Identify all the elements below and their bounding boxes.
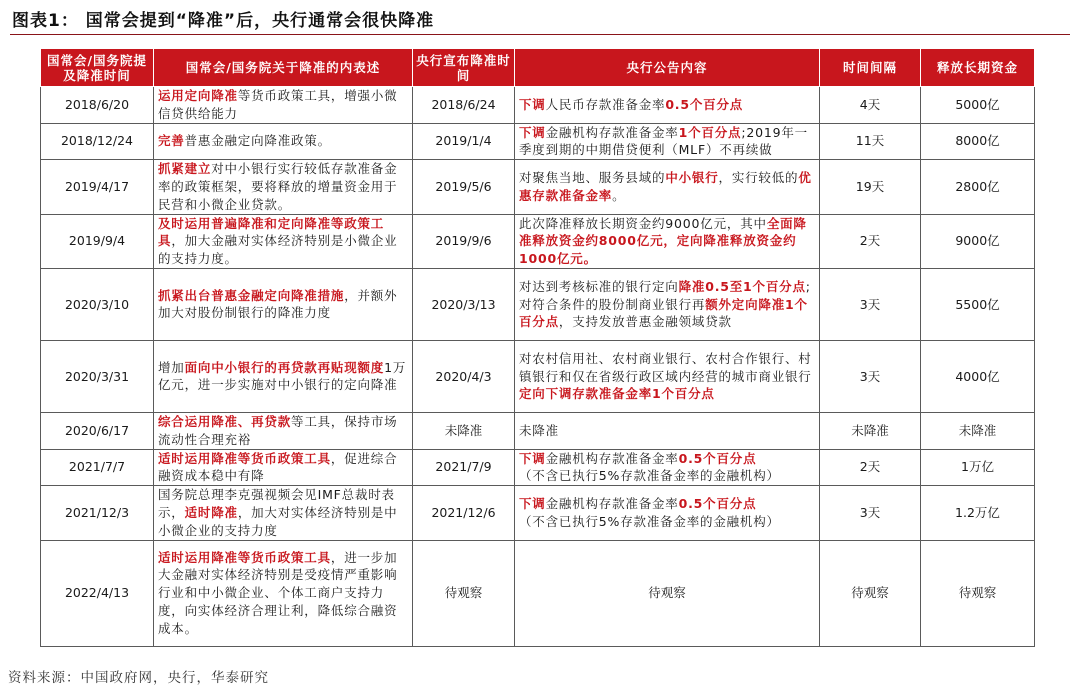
highlight-text: 适时运用降准等货币政策工具 bbox=[158, 450, 331, 466]
highlight-text: 0.5个百分点 bbox=[665, 96, 744, 112]
interval-cell: 3天 bbox=[820, 268, 921, 340]
statement-cell bbox=[154, 214, 413, 268]
highlight-text: 定向下调存款准备金率1个百分点 bbox=[519, 386, 715, 402]
body-text: 对农村信用社、农村商业银行、农村合作银行、村镇银行和仅在省级行政区域内经营的城市商业银行 bbox=[519, 350, 812, 384]
interval-cell: 待观察 bbox=[820, 540, 921, 646]
highlight-text: 适时运用降准等货币政策工具 bbox=[158, 549, 331, 565]
header-meeting-date: 国常会/国务院提及降准时间 bbox=[41, 49, 154, 87]
body-text: （不含已执行5%存款准备金率的金融机构） bbox=[519, 468, 780, 484]
body-text: 金融机构存款准备金率 bbox=[545, 450, 679, 466]
announcement-cell bbox=[515, 412, 820, 449]
meeting-date-cell: 2020/3/10 bbox=[41, 268, 154, 340]
body-text: 增加 bbox=[158, 359, 185, 375]
highlight-text: 优惠存款准备金率 bbox=[519, 170, 812, 203]
body-text: 金融机构存款准备金率 bbox=[545, 124, 679, 140]
body-text: 等工具，保持市场流动性合理充裕 bbox=[158, 413, 398, 447]
funds-cell: 2800亿 bbox=[921, 160, 1035, 214]
body-text: ，加大金融对实体经济特别是小微企业的支持力度。 bbox=[158, 233, 398, 267]
body-text: ，实行较低的 bbox=[718, 170, 799, 186]
pboc-date-cell: 2018/6/24 bbox=[413, 87, 515, 124]
body-text: 此次降准释放长期资金约9000亿元，其中 bbox=[519, 215, 767, 231]
announcement-cell bbox=[515, 449, 820, 486]
funds-cell: 4000亿 bbox=[921, 340, 1035, 412]
pboc-date-cell: 未降准 bbox=[413, 412, 515, 449]
highlight-text: 完善 bbox=[158, 133, 185, 149]
funds-cell: 5500亿 bbox=[921, 268, 1035, 340]
highlight-text: 运用定向降准 bbox=[158, 88, 238, 103]
table-body bbox=[41, 87, 1035, 647]
announcement-cell bbox=[515, 268, 820, 340]
interval-cell: 2天 bbox=[820, 449, 921, 486]
highlight-text: 1个百分点 bbox=[678, 124, 742, 140]
announcement-cell bbox=[515, 87, 820, 124]
table-header-row bbox=[41, 49, 1035, 87]
funds-cell: 1.2万亿 bbox=[921, 486, 1035, 540]
body-text: ;2019年一季度到期的中期借贷便利（MLF）不再续做 bbox=[519, 124, 808, 158]
body-text: 对聚焦当地、服务县域的 bbox=[519, 170, 666, 186]
body-text: 对达到考核标准的银行定向 bbox=[519, 278, 679, 294]
table-row bbox=[41, 87, 1035, 124]
table-row bbox=[41, 340, 1035, 412]
rrr-cut-table bbox=[40, 48, 1035, 647]
statement-cell bbox=[154, 449, 413, 486]
pboc-date-cell: 2021/12/6 bbox=[413, 486, 515, 540]
pboc-date-cell: 待观察 bbox=[413, 540, 515, 646]
body-text: 人民币存款准备金率 bbox=[545, 96, 666, 112]
statement-cell bbox=[154, 340, 413, 412]
body-text: 未降准 bbox=[519, 422, 559, 438]
highlight-text: 面向中小银行的再贷款再贴现额度 bbox=[184, 359, 385, 375]
body-text: ，加大对实体经济特别是中小微企业的支持力度 bbox=[158, 504, 398, 538]
pboc-date-cell: 2019/5/6 bbox=[413, 160, 515, 214]
body-text: ，促进综合融资成本稳中有降 bbox=[158, 450, 398, 484]
pboc-date-cell: 2021/7/9 bbox=[413, 449, 515, 486]
source-note: 资料来源：中国政府网，央行，华泰研究 bbox=[8, 670, 269, 686]
announcement-cell bbox=[515, 340, 820, 412]
body-text: 普惠金融定向降准政策。 bbox=[184, 133, 331, 149]
highlight-text: 额外定向降准1个百分点 bbox=[519, 296, 808, 330]
meeting-date-cell: 2019/4/17 bbox=[41, 160, 154, 214]
interval-cell: 未降准 bbox=[820, 412, 921, 449]
header-pboc-date: 央行宣布降准时间 bbox=[413, 49, 515, 87]
interval-cell: 11天 bbox=[820, 123, 921, 160]
body-text: ，支持发放普惠金融领域贷款 bbox=[558, 314, 732, 330]
meeting-date-cell: 2020/6/17 bbox=[41, 412, 154, 449]
body-text: 1万亿元，进一步实施对中小银行的定向降准 bbox=[158, 359, 407, 393]
highlight-text: 下调 bbox=[519, 124, 546, 140]
table-row bbox=[41, 449, 1035, 486]
highlight-text: 降准0.5至1个百分点 bbox=[678, 278, 806, 294]
highlight-text: 下调 bbox=[519, 450, 546, 466]
highlight-text: 下调 bbox=[519, 96, 546, 112]
body-text: 对中小银行实行较低存款准备金率的政策框架，要将释放的增量资金用于民营和小微企业贷款。 bbox=[158, 161, 398, 212]
meeting-date-cell: 2022/4/13 bbox=[41, 540, 154, 646]
highlight-text: 适时降准 bbox=[184, 504, 238, 520]
statement-cell bbox=[154, 540, 413, 646]
highlight-text: 抓紧建立 bbox=[158, 161, 212, 177]
funds-cell: 待观察 bbox=[921, 540, 1035, 646]
funds-cell: 1万亿 bbox=[921, 449, 1035, 486]
highlight-text: 下调 bbox=[519, 496, 546, 512]
body-text: （不含已执行5%存款准备金率的金融机构） bbox=[519, 513, 780, 529]
body-text: 国务院总理李克强视频会见IMF总裁时表示， bbox=[158, 487, 395, 520]
body-text: 金融机构存款准备金率 bbox=[545, 496, 679, 512]
statement-cell bbox=[154, 87, 413, 124]
body-text: 等货币政策工具，增强小微信贷供给能力 bbox=[158, 88, 398, 121]
meeting-date-cell: 2019/9/4 bbox=[41, 214, 154, 268]
table-row bbox=[41, 123, 1035, 160]
table-row bbox=[41, 160, 1035, 214]
statement-cell bbox=[154, 412, 413, 449]
announcement-cell: 待观察 bbox=[515, 540, 820, 646]
announcement-cell bbox=[515, 123, 820, 160]
interval-cell: 2天 bbox=[820, 214, 921, 268]
meeting-date-cell: 2018/6/20 bbox=[41, 87, 154, 124]
header-statement: 国常会/国务院关于降准的内表述 bbox=[154, 49, 413, 87]
highlight-text: 0.5个百分点 bbox=[678, 496, 757, 512]
meeting-date-cell: 2018/12/24 bbox=[41, 123, 154, 160]
table-row bbox=[41, 412, 1035, 449]
table-row bbox=[41, 540, 1035, 646]
meeting-date-cell: 2021/7/7 bbox=[41, 449, 154, 486]
body-text: ，并额外加大对股份制银行的降准力度 bbox=[158, 287, 398, 321]
highlight-text: 抓紧出台普惠金融定向降准措施 bbox=[158, 287, 345, 303]
funds-cell: 9000亿 bbox=[921, 214, 1035, 268]
table-row bbox=[41, 214, 1035, 268]
table-row bbox=[41, 268, 1035, 340]
announcement-cell bbox=[515, 160, 820, 214]
funds-cell: 未降准 bbox=[921, 412, 1035, 449]
interval-cell: 3天 bbox=[820, 486, 921, 540]
statement-cell bbox=[154, 486, 413, 540]
pboc-date-cell: 2020/3/13 bbox=[413, 268, 515, 340]
highlight-text: 综合运用降准、再贷款 bbox=[158, 413, 292, 429]
announcement-cell bbox=[515, 214, 820, 268]
header-funds: 释放长期资金 bbox=[921, 49, 1035, 87]
announcement-cell bbox=[515, 486, 820, 540]
highlight-text: 全面降准释放资金约8000亿元，定向降准释放资金约1000亿元。 bbox=[519, 215, 807, 267]
funds-cell: 8000亿 bbox=[921, 123, 1035, 160]
title-divider bbox=[10, 34, 1070, 35]
highlight-text: 0.5个百分点 bbox=[678, 450, 757, 466]
highlight-text: 中小银行 bbox=[665, 170, 719, 186]
table-row bbox=[41, 486, 1035, 540]
highlight-text: 及时运用普遍降准和定向降准等政策工具 bbox=[158, 215, 385, 249]
pboc-date-cell: 2019/9/6 bbox=[413, 214, 515, 268]
body-text: ;对符合条件的股份制商业银行再 bbox=[519, 278, 811, 312]
pboc-date-cell: 2020/4/3 bbox=[413, 340, 515, 412]
pboc-date-cell: 2019/1/4 bbox=[413, 123, 515, 160]
interval-cell: 4天 bbox=[820, 87, 921, 124]
header-interval: 时间间隔 bbox=[820, 49, 921, 87]
funds-cell: 5000亿 bbox=[921, 87, 1035, 124]
interval-cell: 19天 bbox=[820, 160, 921, 214]
statement-cell bbox=[154, 268, 413, 340]
header-announcement: 央行公告内容 bbox=[515, 49, 820, 87]
figure-title: 图表1： 国常会提到“降准”后，央行通常会很快降准 bbox=[12, 11, 435, 31]
statement-cell bbox=[154, 160, 413, 214]
body-text: 。 bbox=[612, 187, 626, 203]
meeting-date-cell: 2020/3/31 bbox=[41, 340, 154, 412]
meeting-date-cell: 2021/12/3 bbox=[41, 486, 154, 540]
interval-cell: 3天 bbox=[820, 340, 921, 412]
statement-cell bbox=[154, 123, 413, 160]
body-text: ，进一步加大金融对实体经济特别是受疫情严重影响行业和中小微企业、个体工商户支持力度，向实体经济合理让利，降低综合融资成本。 bbox=[158, 549, 398, 636]
